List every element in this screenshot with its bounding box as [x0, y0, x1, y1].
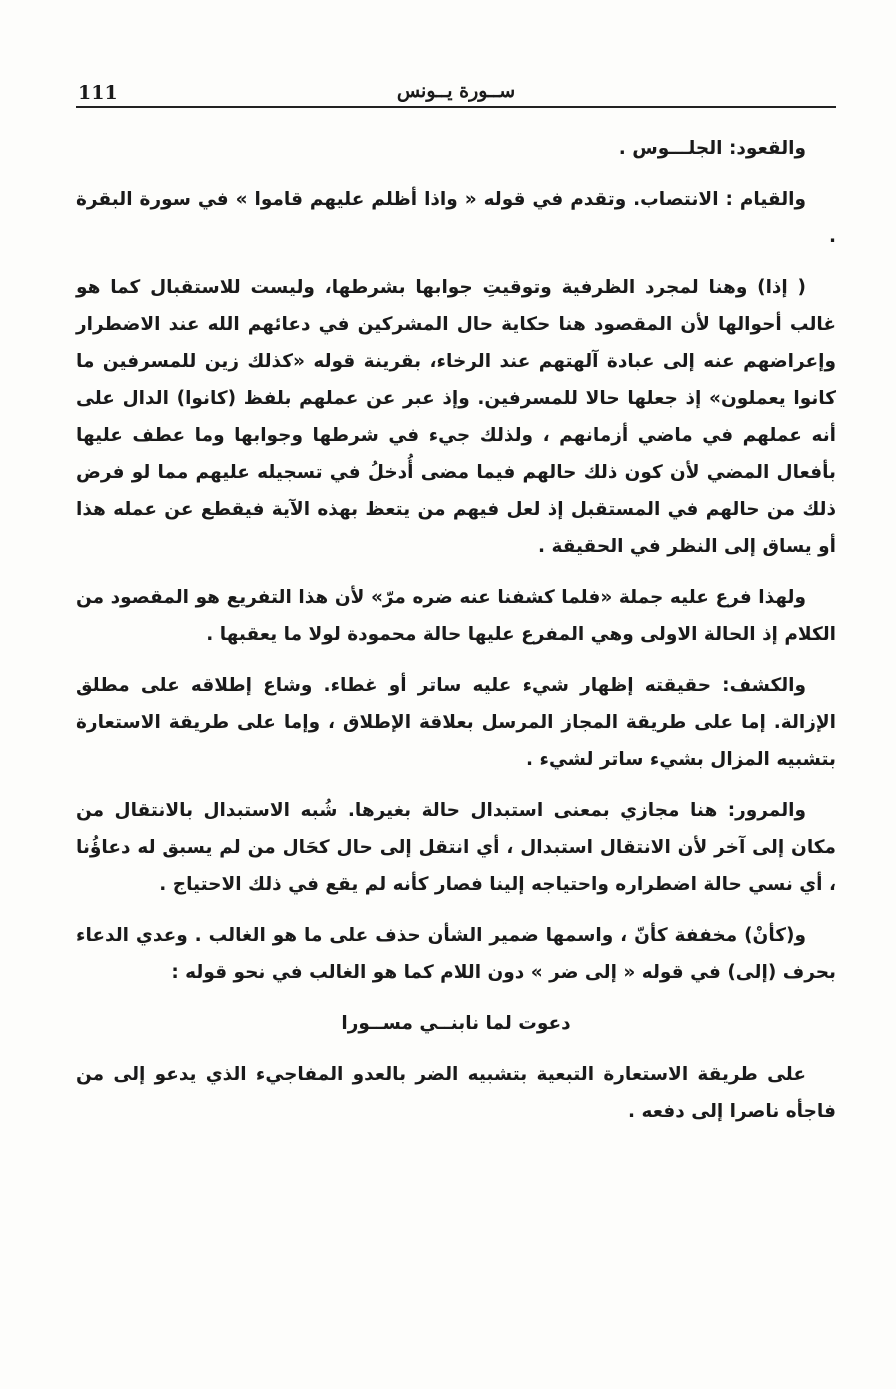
paragraph-tafri: ولهذا فرع عليه جملة «فلما كشفنا عنه ضره مرّ» لأن هذا التفريع هو المقصود من الكلام إذ الحالة الاولى وهي المفرع عليها حالة محمودة لولا ما يعقبها . [76, 587, 836, 645]
page-header [78, 82, 834, 106]
running-title: ســورة يــونس [396, 80, 516, 102]
paragraph-kaan: و(كأنْ) مخففة كأنّ ، واسمها ضمير الشأن حذف على ما هو الغالب . وعدي الدعاء بحرف (إلى) في قوله « إلى ضر » دون اللام كما هو الغالب في نحو قوله : [76, 925, 836, 983]
paragraph-qu-ud: والقعود: الجلـــوس . [618, 138, 806, 159]
paragraph-kashf: والكشف: حقيقته إظهار شيء عليه ساتر أو غطاء. وشاع إطلاقه على مطلق الإزالة. إما على طريقة المجاز المرسل بعلاقة الإطلاق ، وإما على طريقة الاستعارة بتشبيه المزال بشيء ساتر لشيء . [76, 675, 836, 770]
header-rule [76, 106, 836, 108]
paragraph-closing: على طريقة الاستعارة التبعية بتشبيه الضر بالعدو المفاجيء الذي يدعو إلى من فاجأه ناصرا إلى دفعه . [76, 1064, 836, 1122]
page-body [76, 130, 836, 1144]
paragraph-idha: ( إذا) وهنا لمجرد الظرفية وتوقيتِ جوابها بشرطها، وليست للاستقبال كما هو غالب أحوالها لأن المقصود هنا حكاية حال المشركين في دعائهم الله عند الاضطرار وإعراضهم عنه إلى عبادة آلهتهم عند الرخاء، بقرينة قوله «كذلك زين للمسرفين ما كانوا يعملون» إذ جعلها حالا للمسرفين. وإذ عبر عن عملهم بلفظ (كانوا) الدال على أنه عملهم في ماضي أزمانهم ، ولذلك جيء في شرطها وجوابها وما عطف عليها بأفعال المضي لأن كون ذلك حالهم فيما مضى أُدخلُ في تسجيله عليهم مما لو فرض ذلك من حالهم في المستقبل إذ لعل فيهم من يتعظ بهذه الآية فيقطع عن عمله هذا أو يساق إلى النظر في الحقيقة . [76, 277, 836, 557]
page-number: 111 [78, 82, 118, 104]
paragraph-murur: والمرور: هنا مجازي بمعنى استبدال حالة بغيرها. شُبه الاستبدال بالانتقال من مكان إلى آخر لأن الانتقال استبدال ، أي انتقل إلى حال كحَال من لم يسبق له دعاؤُنا ، أي نسي حالة اضطراره واحتياجه إلينا فصار كأنه لم يقع في ذلك الاحتياج . [76, 800, 836, 895]
poetry-verse: دعوت لما نابنــي مســورا [341, 1013, 571, 1034]
paragraph-qiyam: والقيام : الانتصاب. وتقدم في قوله « واذا أظلم عليهم قاموا » في سورة البقرة . [76, 189, 836, 247]
